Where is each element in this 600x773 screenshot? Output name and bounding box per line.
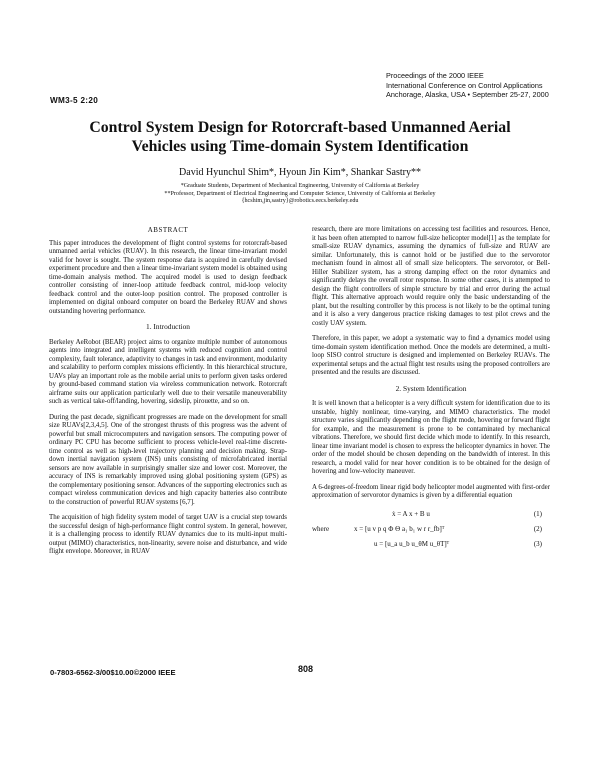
affiliation-emails: {hcshim,jin,sastry}@robotics.eecs.berkeley.edu [241,198,359,205]
affiliation-line: **Professor, Department of Electrical Engineering and Computer Science, University of California at Berkeley [164,190,436,197]
left-column [49,226,287,557]
equations [312,508,550,553]
equation-number: (1) [533,509,542,518]
title-line: Vehicles using Time-domain System Identification [131,138,469,155]
equation-body: u = [u_a u_b u_θM u_θT]ᵀ [374,539,450,548]
proceedings-line: International Conference on Control Applications [386,80,543,90]
affiliation-line: *Graduate Students, Department of Mechanical Engineering, University of California at Berkeley [180,183,420,189]
title-line: Control System Design for Rotorcraft-based Unmanned Aerial [89,119,511,136]
affiliations [110,183,490,206]
section-heading-system-identification: 2. System Identification [395,383,467,393]
equation-2 [312,523,550,538]
equation-body: ẋ = A x + B u [392,509,430,518]
equation-body: x = [u v p q Φ Θ a₁ b₁ w r r_fb]ᵀ [354,524,445,533]
proceedings-info [386,71,549,100]
equation-3 [312,538,550,553]
authors: David Hyunchul Shim*, Hyoun Jin Kim*, Shankar Sastry** [179,167,421,178]
body-paragraph: Berkeley AeRobot (BEAR) project aims to organize multiple number of autonomous agents into integrated and intelligent systems with reduced cognition and control complexity, fault tolerance, adaptivity to changes in task and environment, modularity and scalability to perform complex missions efficiently. In this hierarchical structure, UAVs play an important role as the mobile aerial units to perform given tasks ordered by ground-based command station via wireless communication network. Rotorcraft airframe suits our application particularly well due to their versatile maneuverability such as vertical take-off/landing, hovering, sideslip, pirouette, and so on. [49,338,287,405]
footer-isbn: 0-7803-6562-3/00$10.00©2000 IEEE [50,668,176,677]
paper-title [40,118,560,156]
equation-number: (3) [533,539,542,548]
right-column [312,226,550,553]
body-paragraph: A 6-degrees-of-freedom linear rigid body helicopter model augmented with first-order approximation of servorotor dynamics is given by a differential equation [312,483,550,499]
body-paragraph: research, there are more limitations on accessing test facilities and resources. Hence, it has been often attempted to narrow full-size helicopter model[1] as the template for small-size RUAV dynamics, assuming the dynamics of full-size and RUAV are similar. Unfortunately, this is cannot hold or be justified due to the servorotor mechanism found in almost all of small size helicopters. The servorotor, or Bell-Hiller Stabilizer system, has a strong damping effect on the rotor dynamics and significantly delays the overall rotor response. In some other cases, it is attempted to design the flight controllers of simple structure by trial and error during the actual flight. This alternative approach would require only the basic understanding of the plant, but the resulting controller by this process is not likely to be the optimal tuning and it is also a very dangerous practice risking damages to test pilot crews and the costly UAV system. [312,226,550,327]
page-number: 808 [298,664,314,674]
abstract-heading: ABSTRACT [147,226,189,234]
body-paragraph: Therefore, in this paper, we adopt a systematic way to find a dynamics model using time-domain system identification method. Once the models are determined, a multi-loop SISO control structure is designed and implemented on Berkeley RUAVs. The experimental setups and the actual flight test results using the proposed controllers are presented and the results are discussed. [312,335,550,376]
equation-number: (2) [533,524,542,533]
proceedings-line: Anchorage, Alaska, USA • September 25-27, 2000 [386,90,549,99]
body-paragraph: It is well known that a helicopter is a very difficult system for identification due to its unstable, highly nonlinear, time-varying, and MIMO characteristics. The model structure varies significantly depending on the flight mode, hovering or forward flight for example, and the measurement is prone to be contaminated by mechanical vibrations. Therefore, we should first decide which mode to identify. In this research, linear time invariant model is chosen to express the helicopter dynamics in hover. The order of the model should be chosen depending on the bandwidth of interest. In this research, a model valid for near hover condition is to be obtained for the design of hovering and low-velocity maneuver. [312,400,550,475]
body-paragraph: During the past decade, significant progresses are made on the development for small size RUAVs[2,3,4,5]. One of the strongest thrusts of this progress was the advent of powerful but small microcomputers and navigation sensors. The computing power of ordinary PC CPU has become sufficient to process vehicle-level real-time discrete-time control as well as high-level trajectory planning and decision making. Strap-down inertial navigation system (INS) units consisting of microfabricated inertial sensors are now available in surprisingly smaller size and lower cost. Moreover, the accuracy of INS is remarkably improved using global positioning system (GPS) as the complementary positioning sensor. Advances of the supporting electronics such as compact wireless communication devices and high capacity batteries also contribute to the construction of powerful RUAV systems [6,7]. [49,413,287,506]
equation-1 [312,508,550,523]
session-code: WM3-5 2:20 [50,96,99,105]
section-heading-introduction: 1. Introduction [146,322,190,331]
body-paragraph: The acquisition of high fidelity system model of target UAV is a crucial step towards the successful design of high-performance flight control system. In general, however, it is a challenging process to identify RUAV dynamics due to its multi-input multi-output (MIMO) characteristics, non-linearity, severe noise and disturbance, and wide flight envelope. Moreover, in RUAV [49,514,287,555]
equation-where-label: where [312,524,330,533]
proceedings-line: Proceedings of the 2000 IEEE [386,71,484,80]
abstract-text: This paper introduces the development of flight control systems for rotorcraft-based unmanned aerial vehicles (RUAV). In this research, the linear time-invariant model valid for hover is sought. The system response data is acquired in carefully devised experiment procedure and then a linear time-invariant system model is obtained using time-domain analysis method. The acquired model is used to design feedback controller consisting of inner-loop attitude feedback control, mid-loop velocity feedback control and the outer-loop position control. The proposed controller is implemented on digital onboard computer on board the Berkeley RUAV and shows outstanding hovering performance. [49,239,287,315]
